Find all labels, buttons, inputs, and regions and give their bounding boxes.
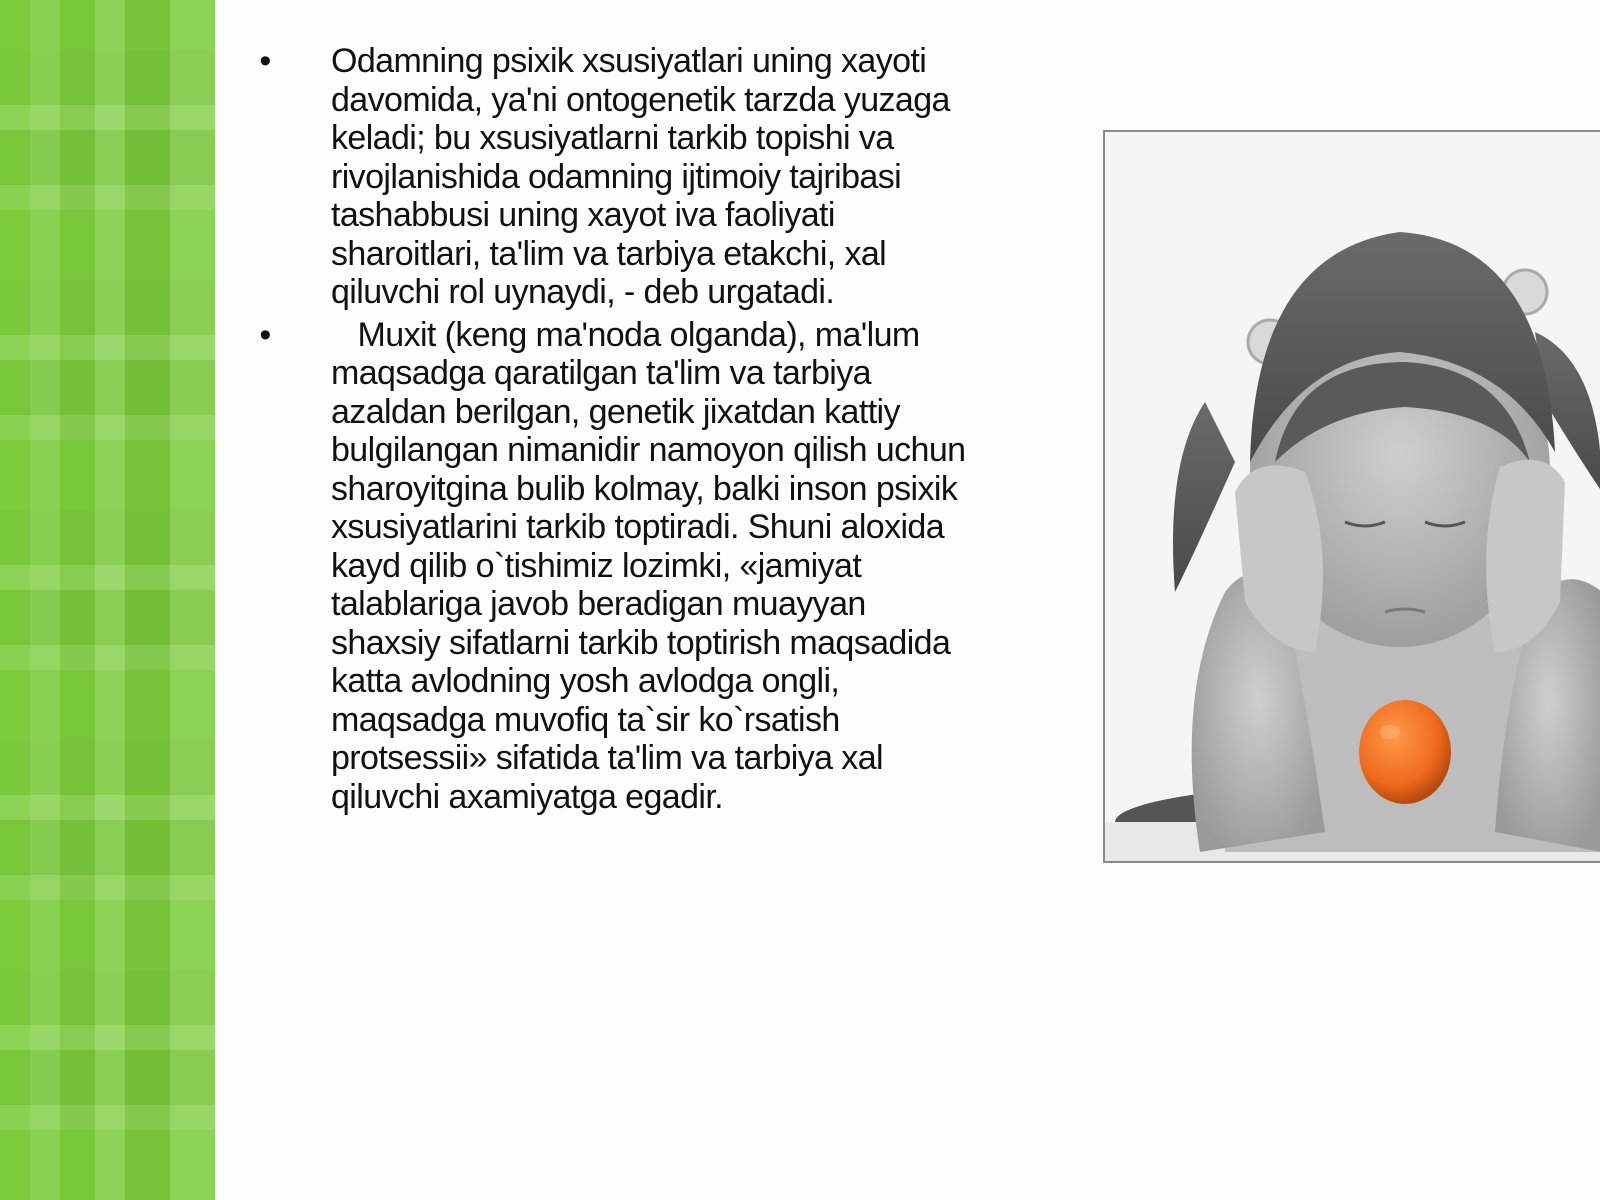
bullet-dot-icon: • — [259, 42, 271, 80]
slide-content — [255, 42, 975, 820]
bullet-item-1 — [255, 42, 975, 312]
bullet-item-2 — [255, 316, 975, 817]
decorative-side-band — [0, 0, 215, 1200]
bullet-text-1: Odamning psixik xsusiyatlari uning xayoti davomida, ya'ni ontogenetik tarzda yuzaga keladi; bu xsusiyatlarni tarkib topishi va rivojlanishida odamning ijtimoiy tajribasi tashabbusi uning xayot iva faoliyati sharoitlari, ta'lim va tarbiya etakchi, xal qiluvchi rol uynaydi, - deb urgatadi. — [331, 42, 959, 311]
bullet-text-2: Muxit (keng ma'noda olganda), ma'lum maqsadga qaratilgan ta'lim va tarbiya azaldan berilgan, genetik jixatdan kattiy bulgilangan nimanidir namoyon qilish uchun sharoyitgina bulib kolmay, balki inson psixik xsusiyatlarini tarkib toptiradi. Shuni aloxida kayd qilib o`tishimiz lozimki, «jamiyat talablariga javob beradigan muayyan shaxsiy sifatlarni tarkib toptirish maqsadida katta avlodning yosh avlodga ongli, maqsadga muvofiq ta`sir ko`rsatish protsessii» sifatida ta'lim va tarbiya xal qiluvchi axamiyatga egadir. — [331, 315, 975, 816]
photo-girl-with-orange — [1103, 130, 1600, 863]
bullet-dot-icon: • — [259, 315, 271, 354]
